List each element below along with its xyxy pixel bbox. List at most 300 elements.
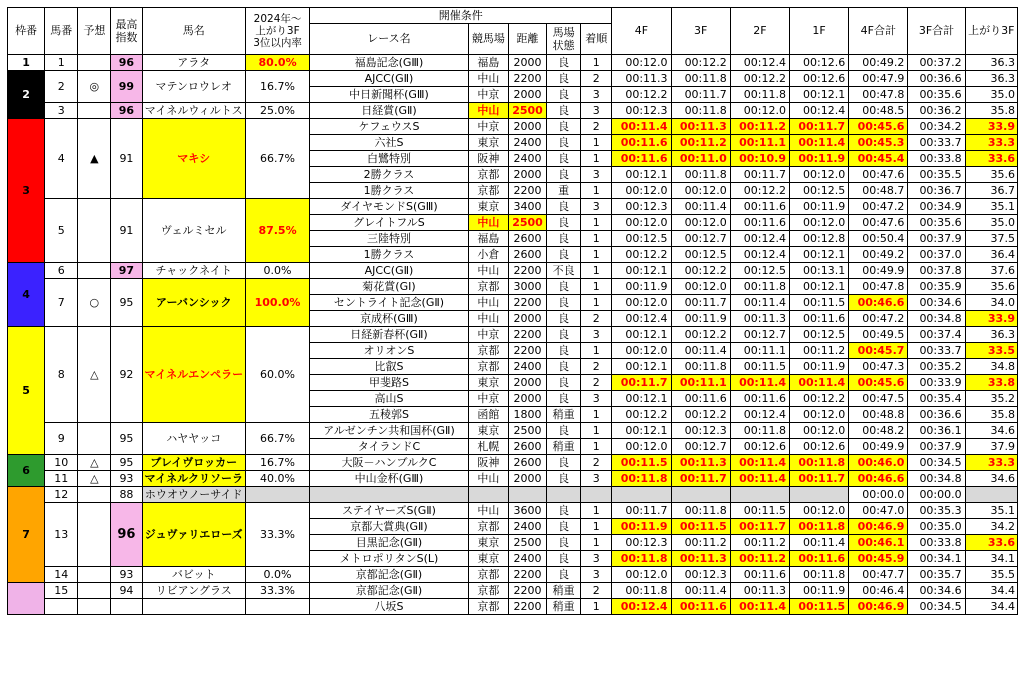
lap-f2: 00:11.7 — [730, 167, 789, 183]
lap-f2: 00:12.2 — [730, 71, 789, 87]
finish-rank: 1 — [581, 407, 612, 423]
course-name: 東京 — [468, 199, 508, 215]
lap-f3: 00:11.4 — [671, 199, 730, 215]
lap-f3: 00:11.9 — [671, 311, 730, 327]
finish-rank: 3 — [581, 551, 612, 567]
sum-4f: 00:46.9 — [849, 519, 908, 535]
distance: 3600 — [508, 503, 546, 519]
lap-f3: 00:12.2 — [671, 263, 730, 279]
track-condition: 良 — [547, 103, 581, 119]
lap-f3: 00:11.8 — [671, 503, 730, 519]
lap-f2: 00:11.6 — [730, 567, 789, 583]
sum-4f: 00:48.5 — [849, 103, 908, 119]
race-name: 甲斐路S — [310, 375, 469, 391]
agari-rate: 60.0% — [245, 327, 309, 423]
track-condition: 良 — [547, 391, 581, 407]
lap-f2: 00:10.9 — [730, 151, 789, 167]
track-condition: 良 — [547, 327, 581, 343]
col-agari: 上がり3F — [965, 8, 1017, 55]
sum-3f: 00:34.8 — [908, 471, 965, 487]
distance: 2200 — [508, 567, 546, 583]
race-name: ステイヤーズS(GⅡ) — [310, 503, 469, 519]
distance: 3000 — [508, 279, 546, 295]
waku-number: 1 — [8, 55, 45, 71]
agari-3f: 33.6 — [965, 151, 1017, 167]
agari-rate — [245, 487, 309, 503]
prediction-mark — [78, 487, 111, 503]
sum-4f: 00:47.5 — [849, 391, 908, 407]
track-condition: 稍重 — [547, 407, 581, 423]
lap-f1: 00:11.9 — [789, 359, 848, 375]
lap-f4: 00:11.7 — [612, 503, 671, 519]
lap-f3: 00:11.3 — [671, 119, 730, 135]
sum-4f: 00:47.6 — [849, 167, 908, 183]
table-row — [8, 487, 1018, 503]
table-row — [8, 263, 1018, 279]
sum-3f: 00:36.6 — [908, 407, 965, 423]
course-name: 中山 — [468, 71, 508, 87]
distance: 2600 — [508, 455, 546, 471]
sum-3f: 00:37.0 — [908, 247, 965, 263]
lap-f2: 00:12.7 — [730, 327, 789, 343]
horse-number: 4 — [45, 119, 78, 199]
col-baba — [547, 24, 581, 55]
sum-4f: 00:47.8 — [849, 87, 908, 103]
table-row — [8, 55, 1018, 71]
distance: 3400 — [508, 199, 546, 215]
race-name: 目黒記念(GⅡ) — [310, 535, 469, 551]
agari-3f: 33.8 — [965, 375, 1017, 391]
sum-4f: 00:48.2 — [849, 423, 908, 439]
distance: 2200 — [508, 71, 546, 87]
race-name: ダイヤモンドS(GⅢ) — [310, 199, 469, 215]
sum-3f: 00:36.2 — [908, 103, 965, 119]
sum-4f: 00:49.2 — [849, 247, 908, 263]
horse-name: マイネルエンペラー — [142, 327, 245, 423]
finish-rank: 2 — [581, 375, 612, 391]
prediction-mark — [78, 567, 111, 583]
col-sum4: 4F合計 — [849, 8, 908, 55]
sum-3f: 00:35.6 — [908, 215, 965, 231]
course-name: 福島 — [468, 231, 508, 247]
lap-f1: 00:12.0 — [789, 423, 848, 439]
distance: 2000 — [508, 311, 546, 327]
horse-number: 10 — [45, 455, 78, 471]
lap-f2 — [730, 487, 789, 503]
agari-3f: 35.6 — [965, 167, 1017, 183]
col-race: レース名 — [310, 24, 469, 55]
finish-rank: 2 — [581, 583, 612, 599]
track-condition: 良 — [547, 119, 581, 135]
lap-f1: 00:12.0 — [789, 167, 848, 183]
track-condition: 良 — [547, 311, 581, 327]
horse-number — [45, 599, 78, 615]
sum-4f: 00:50.4 — [849, 231, 908, 247]
lap-f1: 00:12.1 — [789, 87, 848, 103]
track-condition: 良 — [547, 167, 581, 183]
lap-f3: 00:12.3 — [671, 423, 730, 439]
finish-rank: 3 — [581, 103, 612, 119]
lap-f4: 00:12.1 — [612, 327, 671, 343]
agari-rate: 66.7% — [245, 119, 309, 199]
lap-f3: 00:11.3 — [671, 455, 730, 471]
course-name: 中京 — [468, 391, 508, 407]
course-name: 中京 — [468, 119, 508, 135]
lap-f2: 00:11.8 — [730, 423, 789, 439]
waku-number: 2 — [8, 71, 45, 119]
race-name: 京都記念(GⅡ) — [310, 567, 469, 583]
track-condition: 良 — [547, 455, 581, 471]
course-name: 京都 — [468, 567, 508, 583]
distance: 2400 — [508, 519, 546, 535]
lap-f2: 00:12.6 — [730, 439, 789, 455]
race-name: 中日新聞杯(GⅢ) — [310, 87, 469, 103]
distance: 2600 — [508, 439, 546, 455]
sum-4f: 00:45.6 — [849, 375, 908, 391]
horse-number: 11 — [45, 471, 78, 487]
max-index: 92 — [111, 327, 142, 423]
sum-3f: 00:34.5 — [908, 455, 965, 471]
finish-rank: 1 — [581, 135, 612, 151]
track-condition: 良 — [547, 519, 581, 535]
lap-f4: 00:11.8 — [612, 551, 671, 567]
prediction-mark: △ — [78, 471, 111, 487]
sum-4f: 00:45.4 — [849, 151, 908, 167]
sum-4f: 00:46.6 — [849, 471, 908, 487]
col-kaisai: 開催条件 — [310, 8, 612, 24]
race-name: 京成杯(GⅢ) — [310, 311, 469, 327]
col-baba-label: 馬場 状態 — [552, 26, 575, 52]
table-row — [8, 567, 1018, 583]
course-name: 東京 — [468, 375, 508, 391]
track-condition: 良 — [547, 55, 581, 71]
lap-f4: 00:11.4 — [612, 119, 671, 135]
horse-number: 1 — [45, 55, 78, 71]
sum-3f: 00:35.4 — [908, 391, 965, 407]
col-2f: 2F — [730, 8, 789, 55]
lap-f2: 00:11.1 — [730, 135, 789, 151]
table-row — [8, 327, 1018, 343]
distance: 2000 — [508, 55, 546, 71]
finish-rank: 1 — [581, 423, 612, 439]
agari-3f: 34.4 — [965, 599, 1017, 615]
course-name: 小倉 — [468, 247, 508, 263]
track-condition: 良 — [547, 247, 581, 263]
finish-rank: 1 — [581, 519, 612, 535]
lap-f4: 00:12.1 — [612, 359, 671, 375]
agari-3f: 33.9 — [965, 311, 1017, 327]
agari-3f: 34.6 — [965, 471, 1017, 487]
lap-f1: 00:12.6 — [789, 55, 848, 71]
lap-f1: 00:11.8 — [789, 455, 848, 471]
horse-name: アーバンシック — [142, 279, 245, 327]
col-yoso: 予想 — [78, 8, 111, 55]
finish-rank: 2 — [581, 455, 612, 471]
track-condition: 不良 — [547, 263, 581, 279]
finish-rank: 1 — [581, 599, 612, 615]
track-condition: 良 — [547, 231, 581, 247]
finish-rank: 3 — [581, 391, 612, 407]
track-condition: 良 — [547, 215, 581, 231]
horse-number: 12 — [45, 487, 78, 503]
lap-f1: 00:12.6 — [789, 71, 848, 87]
lap-f4: 00:12.0 — [612, 439, 671, 455]
agari-rate: 0.0% — [245, 567, 309, 583]
lap-f2: 00:11.4 — [730, 375, 789, 391]
track-condition: 良 — [547, 279, 581, 295]
horse-number: 6 — [45, 263, 78, 279]
lap-f4: 00:12.1 — [612, 167, 671, 183]
finish-rank: 1 — [581, 151, 612, 167]
lap-f2: 00:11.2 — [730, 551, 789, 567]
race-name: 比叡S — [310, 359, 469, 375]
track-condition: 稍重 — [547, 583, 581, 599]
sum-3f: 00:33.8 — [908, 151, 965, 167]
lap-f1: 00:11.5 — [789, 295, 848, 311]
race-name: 高山S — [310, 391, 469, 407]
lap-f2: 00:12.0 — [730, 103, 789, 119]
lap-f1: 00:12.8 — [789, 231, 848, 247]
col-course: 競馬場 — [468, 24, 508, 55]
finish-rank: 3 — [581, 167, 612, 183]
lap-f4: 00:12.4 — [612, 311, 671, 327]
agari-3f: 35.1 — [965, 199, 1017, 215]
horse-number: 7 — [45, 279, 78, 327]
lap-f3: 00:11.8 — [671, 167, 730, 183]
lap-f1: 00:12.5 — [789, 327, 848, 343]
race-name: 三陸特別 — [310, 231, 469, 247]
lap-f4: 00:12.2 — [612, 87, 671, 103]
lap-f1 — [789, 487, 848, 503]
agari-rate: 100.0% — [245, 279, 309, 327]
lap-f3: 00:11.3 — [671, 551, 730, 567]
lap-f3: 00:11.7 — [671, 295, 730, 311]
table-row — [8, 103, 1018, 119]
race-name: 中山金杯(GⅢ) — [310, 471, 469, 487]
lap-f3: 00:12.2 — [671, 407, 730, 423]
distance: 2500 — [508, 423, 546, 439]
agari-3f: 34.1 — [965, 551, 1017, 567]
course-name: 中山 — [468, 263, 508, 279]
lap-f4: 00:11.5 — [612, 455, 671, 471]
lap-f3: 00:11.4 — [671, 583, 730, 599]
prediction-mark — [78, 199, 111, 263]
finish-rank: 1 — [581, 215, 612, 231]
lap-f4: 00:11.9 — [612, 519, 671, 535]
sum-4f: 00:47.7 — [849, 567, 908, 583]
lap-f3: 00:12.5 — [671, 247, 730, 263]
distance: 2200 — [508, 583, 546, 599]
table-row — [8, 119, 1018, 135]
agari-3f: 33.9 — [965, 119, 1017, 135]
lap-f2: 00:11.4 — [730, 455, 789, 471]
prediction-mark — [78, 503, 111, 567]
lap-f4: 00:12.2 — [612, 407, 671, 423]
race-name: オリオンS — [310, 343, 469, 359]
col-dist: 距離 — [508, 24, 546, 55]
distance: 2200 — [508, 183, 546, 199]
distance: 2500 — [508, 535, 546, 551]
agari-3f: 35.2 — [965, 391, 1017, 407]
sum-3f: 00:34.2 — [908, 119, 965, 135]
course-name: 札幌 — [468, 439, 508, 455]
finish-rank: 1 — [581, 503, 612, 519]
race-name: ケフェウスS — [310, 119, 469, 135]
sum-4f: 00:47.2 — [849, 199, 908, 215]
prediction-mark: △ — [78, 327, 111, 423]
lap-f3: 00:11.6 — [671, 599, 730, 615]
lap-f2: 00:11.4 — [730, 599, 789, 615]
distance: 2600 — [508, 247, 546, 263]
agari-rate: 33.3% — [245, 583, 309, 599]
finish-rank: 1 — [581, 183, 612, 199]
prediction-mark — [78, 599, 111, 615]
horse-name: アラタ — [142, 55, 245, 71]
max-index: 88 — [111, 487, 142, 503]
max-index: 91 — [111, 199, 142, 263]
lap-f1: 00:11.4 — [789, 135, 848, 151]
lap-f2: 00:11.6 — [730, 199, 789, 215]
distance: 2500 — [508, 215, 546, 231]
agari-3f: 34.4 — [965, 583, 1017, 599]
lap-f1: 00:12.5 — [789, 183, 848, 199]
sum-3f: 00:34.6 — [908, 295, 965, 311]
lap-f3: 00:11.2 — [671, 135, 730, 151]
finish-rank — [581, 487, 612, 503]
prediction-mark — [78, 103, 111, 119]
lap-f2: 00:11.1 — [730, 343, 789, 359]
distance: 2200 — [508, 343, 546, 359]
race-name: 1勝クラス — [310, 183, 469, 199]
agari-3f: 35.0 — [965, 87, 1017, 103]
lap-f4: 00:12.0 — [612, 183, 671, 199]
lap-f1: 00:11.6 — [789, 551, 848, 567]
lap-f4: 00:12.0 — [612, 567, 671, 583]
course-name: 中山 — [468, 311, 508, 327]
track-condition — [547, 487, 581, 503]
lap-f4 — [612, 487, 671, 503]
horse-name: ブレイヴロッカー — [142, 455, 245, 471]
horse-name: マイネルクリソーラ — [142, 471, 245, 487]
finish-rank: 1 — [581, 439, 612, 455]
course-name: 京都 — [468, 583, 508, 599]
lap-f2: 00:12.4 — [730, 407, 789, 423]
table-row — [8, 279, 1018, 295]
distance: 2200 — [508, 263, 546, 279]
distance: 2200 — [508, 599, 546, 615]
race-name: 白鷺特別 — [310, 151, 469, 167]
finish-rank: 3 — [581, 567, 612, 583]
horse-number: 13 — [45, 503, 78, 567]
distance: 2200 — [508, 327, 546, 343]
course-name: 東京 — [468, 135, 508, 151]
horse-name: リビアングラス — [142, 583, 245, 599]
table-row — [8, 599, 1018, 615]
race-name: 菊花賞(GⅠ) — [310, 279, 469, 295]
distance: 2500 — [508, 103, 546, 119]
track-condition: 良 — [547, 471, 581, 487]
lap-f1: 00:12.0 — [789, 503, 848, 519]
horse-name: ジュヴァリエローズ — [142, 503, 245, 567]
lap-f2: 00:12.5 — [730, 263, 789, 279]
agari-rate: 80.0% — [245, 55, 309, 71]
max-index: 96 — [111, 503, 142, 567]
lap-f3: 00:11.7 — [671, 471, 730, 487]
sum-4f: 00:48.8 — [849, 407, 908, 423]
lap-f2: 00:11.3 — [730, 583, 789, 599]
lap-f1: 00:12.0 — [789, 215, 848, 231]
sum-3f: 00:37.4 — [908, 327, 965, 343]
prediction-mark — [78, 583, 111, 599]
lap-f2: 00:11.8 — [730, 87, 789, 103]
race-name: AJCC(GⅡ) — [310, 263, 469, 279]
lap-f3: 00:12.0 — [671, 183, 730, 199]
agari-3f: 35.8 — [965, 407, 1017, 423]
lap-f4: 00:12.0 — [612, 55, 671, 71]
agari-3f: 37.9 — [965, 439, 1017, 455]
agari-3f — [965, 487, 1017, 503]
sum-3f: 00:34.5 — [908, 599, 965, 615]
course-name: 中山 — [468, 471, 508, 487]
lap-f1: 00:11.9 — [789, 583, 848, 599]
course-name: 阪神 — [468, 151, 508, 167]
horse-name: マテンロウレオ — [142, 71, 245, 103]
col-4f: 4F — [612, 8, 671, 55]
course-name — [468, 487, 508, 503]
sum-4f: 00:45.3 — [849, 135, 908, 151]
course-name: 京都 — [468, 167, 508, 183]
lap-f3: 00:11.8 — [671, 359, 730, 375]
lap-f1: 00:12.2 — [789, 391, 848, 407]
finish-rank: 2 — [581, 119, 612, 135]
lap-f3: 00:11.2 — [671, 535, 730, 551]
waku-number: 6 — [8, 455, 45, 487]
prediction-mark: △ — [78, 455, 111, 471]
track-condition: 良 — [547, 551, 581, 567]
track-condition: 良 — [547, 71, 581, 87]
track-condition: 稍重 — [547, 599, 581, 615]
lap-f4: 00:11.7 — [612, 375, 671, 391]
max-index: 95 — [111, 455, 142, 471]
sum-4f: 00:46.1 — [849, 535, 908, 551]
table-row — [8, 455, 1018, 471]
lap-f4: 00:11.8 — [612, 583, 671, 599]
agari-3f: 34.8 — [965, 359, 1017, 375]
distance: 2600 — [508, 231, 546, 247]
course-name: 函館 — [468, 407, 508, 423]
race-name: タイランドC — [310, 439, 469, 455]
finish-rank: 3 — [581, 87, 612, 103]
track-condition: 良 — [547, 199, 581, 215]
course-name: 京都 — [468, 519, 508, 535]
finish-rank: 1 — [581, 295, 612, 311]
sum-4f: 00:45.7 — [849, 343, 908, 359]
lap-f2: 00:11.4 — [730, 471, 789, 487]
lap-f3: 00:11.8 — [671, 71, 730, 87]
track-condition: 良 — [547, 535, 581, 551]
max-index: 95 — [111, 279, 142, 327]
sum-4f: 00:45.6 — [849, 119, 908, 135]
horse-number: 5 — [45, 199, 78, 263]
lap-f2: 00:12.2 — [730, 183, 789, 199]
lap-f1: 00:11.9 — [789, 151, 848, 167]
agari-rate: 0.0% — [245, 263, 309, 279]
sum-3f: 00:00.0 — [908, 487, 965, 503]
course-name: 東京 — [468, 551, 508, 567]
track-condition: 良 — [547, 423, 581, 439]
course-name: 東京 — [468, 535, 508, 551]
race-name: 京都大賞典(GⅡ) — [310, 519, 469, 535]
